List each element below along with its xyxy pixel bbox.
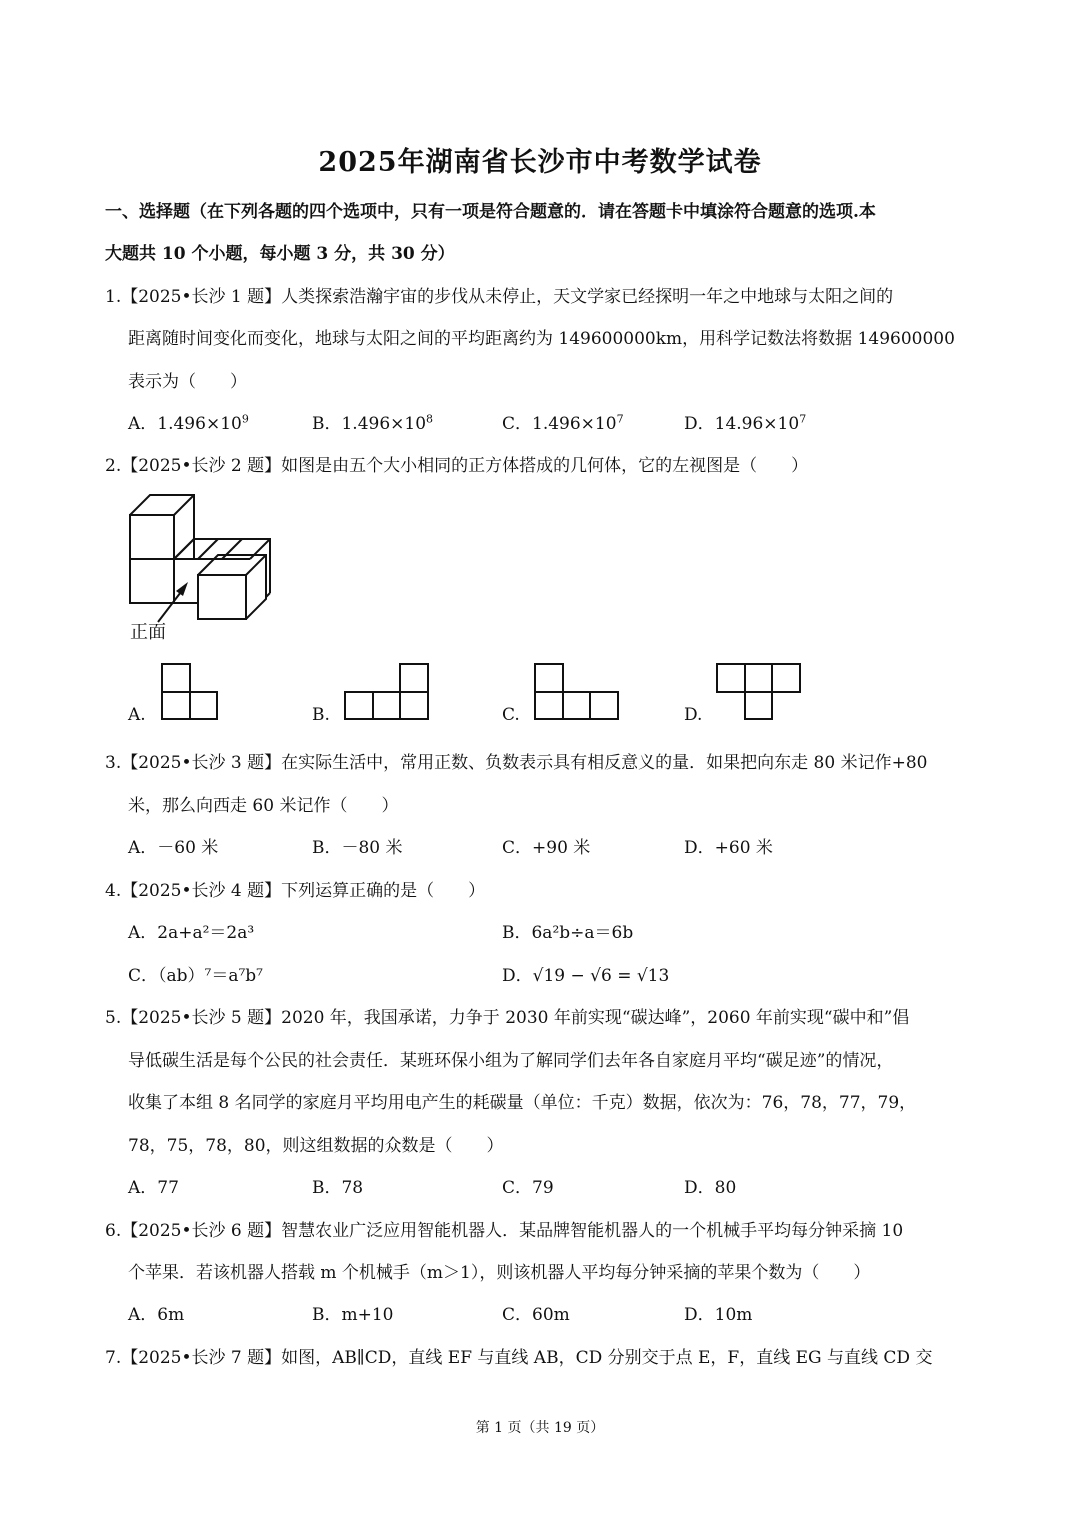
question-1-line3: 表示为（ ） (128, 372, 247, 392)
question-1-option-d: D．$14.96\times 10^7$ (684, 412, 807, 434)
question-5-option-a: A．77 (128, 1178, 179, 1198)
question-1-option-b: B．$1.496\times 10^8$ (312, 412, 434, 434)
question-2-solid-figure (120, 490, 290, 645)
question-3-option-b: B．－80 米 (312, 838, 403, 858)
question-1-option-a: A．$1.496\times 10^9$ (128, 412, 249, 434)
question-5-line1: 5.【2025•长沙 5 题】2020 年，我国承诺，力争于 2030 年前实现“碳达峰”，2060 年前实现“碳中和”倡 (105, 1008, 910, 1028)
question-5-line3: 收集了本组 8 名同学的家庭月平均用电产生的耗碳量（单位：千克）数据，依次为：76，78，77，79， (128, 1093, 917, 1113)
question-3-option-d: D．+60 米 (684, 838, 773, 858)
question-4-option-a: A．2a+a²＝2a³ (128, 923, 255, 943)
option-d-view-figure (715, 662, 805, 722)
question-3-line1: 3.【2025•长沙 3 题】在实际生活中，常用正数、负数表示具有相反意义的量．如果把向东走 80 米记作+80 (105, 753, 928, 773)
question-5-option-d: D．80 (684, 1178, 737, 1198)
question-5-option-c: C．79 (502, 1178, 554, 1198)
question-2-option-a: A. (128, 705, 146, 725)
section-heading-line2: 大题共 10 个小题，每小题 3 分，共 30 分） (105, 244, 455, 264)
question-6-option-a: A．6m (128, 1305, 185, 1325)
question-5-line2: 导低碳生活是每个公民的社会责任．某班环保小组为了解同学们去年各自家庭月平均“碳足迹”的情况， (128, 1051, 894, 1071)
question-5-option-b: B．78 (312, 1178, 364, 1198)
option-b-view-figure (343, 662, 433, 722)
question-6-line2: 个苹果．若该机器人搭载 m 个机械手（m＞1），则该机器人平均每分钟采摘的苹果个数为（ ） (128, 1263, 871, 1283)
question-6-option-c: C．60m (502, 1305, 570, 1325)
question-4-line1: 4.【2025•长沙 4 题】下列运算正确的是（ ） (105, 881, 486, 901)
question-2-line1: 2.【2025•长沙 2 题】如图是由五个大小相同的正方体搭成的几何体，它的左视图是（ ） (105, 456, 809, 476)
question-2-option-c: C. (502, 705, 520, 725)
page-footer: 第 1 页（共 19 页） (475, 1420, 605, 1436)
question-2-option-b: B. (312, 705, 330, 725)
question-1-line2: 距离随时间变化而变化，地球与太阳之间的平均距离约为 149600000km，用科学记数法将数据 149600000 (128, 329, 955, 349)
front-label: 正面 (130, 622, 166, 643)
question-4-option-d: D．√19 − √6 = √13 (502, 966, 670, 986)
question-7-line1: 7.【2025•长沙 7 题】如图，AB∥CD，直线 EF 与直线 AB，CD 分别交于点 E，F，直线 EG 与直线 CD 交 (105, 1348, 933, 1368)
question-4-option-b: B．6a²b÷a＝6b (502, 923, 634, 943)
section-heading-line1: 一、选择题（在下列各题的四个选项中，只有一项是符合题意的．请在答题卡中填涂符合题意的选项.本 (105, 202, 876, 222)
question-3-line2: 米，那么向西走 60 米记作（ ） (128, 796, 399, 816)
page-title: 2025年湖南省长沙市中考数学试卷 (318, 147, 762, 178)
question-1-option-c: C．$1.496\times 10^7$ (502, 412, 624, 434)
question-6-option-b: B．m+10 (312, 1305, 394, 1325)
question-5-line4: 78，75，78，80，则这组数据的众数是（ ） (128, 1136, 504, 1156)
question-2-option-d: D. (684, 705, 703, 725)
question-6-line1: 6.【2025•长沙 6 题】智慧农业广泛应用智能机器人．某品牌智能机器人的一个机械手平均每分钟采摘 10 (105, 1221, 904, 1241)
option-c-view-figure (533, 662, 623, 722)
option-a-view-figure (160, 662, 220, 722)
question-1-line1: 1.【2025•长沙 1 题】人类探索浩瀚宇宙的步伐从未停止，天文学家已经探明一年之中地球与太阳之间的 (105, 287, 894, 307)
question-4-option-c: C．（ab）⁷＝a⁷b⁷ (128, 966, 263, 986)
question-6-option-d: D．10m (684, 1305, 753, 1325)
question-3-option-c: C．+90 米 (502, 838, 591, 858)
question-3-option-a: A．－60 米 (128, 838, 219, 858)
